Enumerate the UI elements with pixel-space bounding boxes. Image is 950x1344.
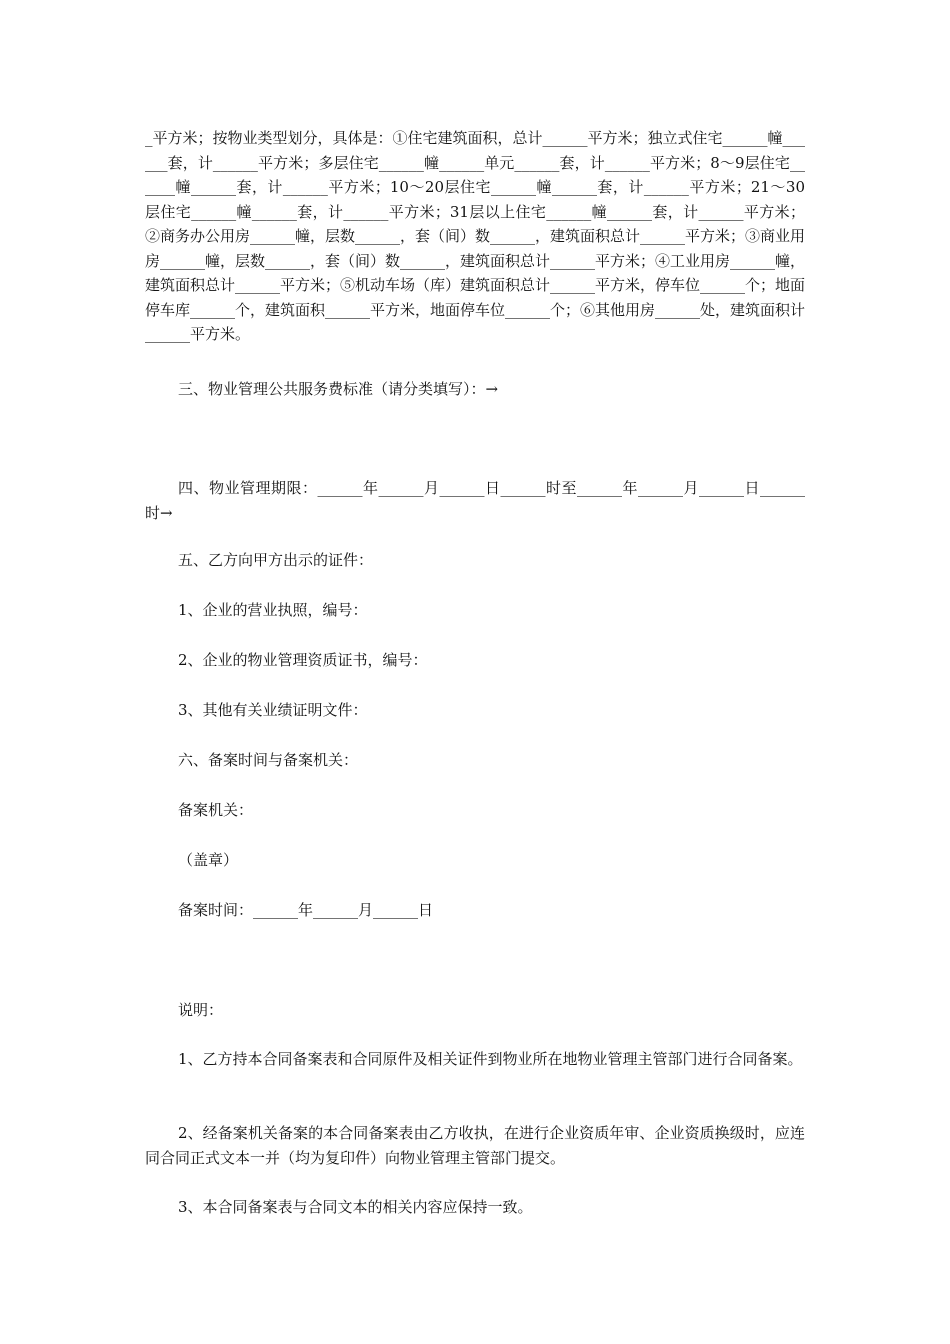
section-4-term: 四、物业管理期限：______年______月______日______时至______年______月______日______时→ bbox=[145, 479, 805, 522]
item-other-documents: 3、其他有关业绩证明文件： bbox=[178, 701, 368, 719]
item-business-license: 1、企业的营业执照，编号： bbox=[178, 601, 368, 619]
seal-label: （盖章） bbox=[178, 851, 239, 869]
item-qualification-certificate: 2、企业的物业管理资质证书，编号： bbox=[178, 651, 428, 669]
filing-authority-label: 备案机关： bbox=[178, 801, 254, 819]
section-3-heading: 三、物业管理公共服务费标准（请分类填写）：→ bbox=[178, 380, 499, 398]
section-6-heading: 六、备案时间与备案机关： bbox=[178, 751, 359, 769]
note-2: 2、经备案机关备案的本合同备案表由乙方收执，在进行企业资质年审、企业资质换级时，应连同合同正式文本一并（均为复印件）向物业管理主管部门提交。 bbox=[145, 1124, 805, 1167]
section-5-heading: 五、乙方向甲方出示的证件： bbox=[178, 551, 374, 569]
filing-date-label: 备案时间：______年______月______日 bbox=[178, 901, 434, 919]
note-1: 1、乙方持本合同备案表和合同原件及相关证件到物业所在地物业管理主管部门进行合同备案。 bbox=[178, 1050, 803, 1068]
notes-heading: 说明： bbox=[178, 1001, 224, 1019]
area-breakdown-paragraph: _平方米；按物业类型划分，具体是：①住宅建筑面积，总计______平方米；独立式住宅______幢______套，计______平方米；多层住宅______幢______单元______套，计______平方米；8～9层住宅______幢______套，计______平方米；10～20层住宅______幢______套，计______平方米；21～30层住宅______幢______套，计______平方米；31层以上住宅______幢______套，计______平方米；②商务办公用房______幢，层数______，套（间）数______，建筑面积总计______平方米；③商业用房______幢，层数______，套（间）数______，建筑面积总计______平方米；④工业用房______幢，建筑面积总计______平方米；⑤机动车场（库）建筑面积总计______平方米，停车位______个；地面停车库______个，建筑面积______平方米，地面停车位______个；⑥其他用房______处，建筑面积计______平方米。 bbox=[145, 129, 806, 343]
note-3: 3、本合同备案表与合同文本的相关内容应保持一致。 bbox=[178, 1198, 533, 1216]
